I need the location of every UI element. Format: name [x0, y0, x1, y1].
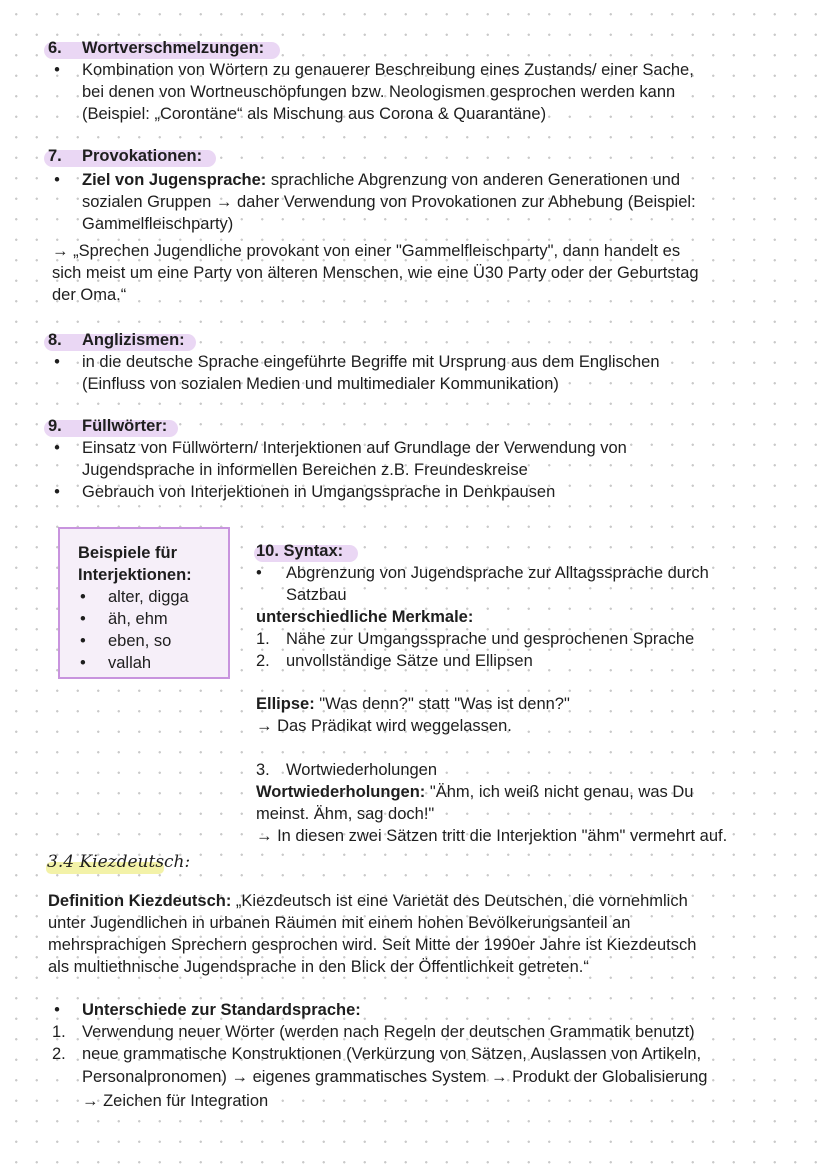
section-title: Füllwörter:	[82, 417, 168, 435]
list-number: 1.	[256, 630, 270, 648]
list-item: unvollständige Sätze und Ellipsen	[286, 652, 533, 670]
text-line	[82, 170, 680, 192]
text-line: sozialen Gruppen → daher Verwendung von Provokationen zur Abhebung (Beispiel:	[82, 193, 696, 211]
quote-line: → „Sprechen Jugendliche provokant von einer "Gammelfleischparty", dann handelt es	[52, 242, 681, 260]
list-number: 2.	[256, 652, 270, 670]
box-item: alter, digga	[108, 588, 189, 606]
definition-line: unter Jugendlichen in urbanen Räumen mit einem hohen Bevölkerungsanteil an	[48, 914, 631, 932]
box-item: eben, so	[108, 632, 172, 650]
list-item: Nähe zur Umgangssprache und gesprochenen Sprache	[286, 630, 695, 648]
section-number: 7.	[48, 147, 62, 165]
box-item: äh, ehm	[108, 610, 168, 628]
text-line: Satzbau	[286, 586, 347, 604]
text-line: (Beispiel: „Corontäne“ als Mischung aus Corona & Quarantäne)	[82, 105, 547, 123]
text-line: Jugendsprache in informellen Bereichen z.B. Freundeskreise	[82, 461, 528, 479]
bullet: •	[80, 610, 86, 628]
quote-line: sich meist um eine Party von älteren Menschen, wie eine Ü30 Party oder der Geburtstag	[52, 264, 699, 282]
box-item: vallah	[108, 654, 152, 672]
bullet: •	[54, 1001, 60, 1019]
text-line: Gammelfleischparty)	[82, 215, 234, 233]
kiezdeutsch-heading: 3.4 Kiezdeutsch:	[47, 852, 191, 872]
list-item: Verwendung neuer Wörter (werden nach Regeln der deutschen Grammatik benutzt)	[82, 1023, 695, 1041]
bullet: •	[54, 171, 60, 189]
text-line: Gebrauch von Interjektionen in Umgangssprache in Denkpausen	[82, 483, 556, 501]
text-run: sprachliche Abgrenzung von anderen Generationen und	[266, 171, 681, 189]
text-line: bei denen von Wortneuschöpfungen bzw. Neologismen gesprochen werden kann	[82, 83, 676, 101]
ellipse-note: → Das Prädikat wird weggelassen.	[256, 717, 512, 735]
quote-line: der Oma.“	[52, 286, 127, 304]
definition-line: mehrsprachigen Sprechern gesprochen wird. Seit Mitte der 1990er Jahre ist Kiezdeutsch	[48, 936, 697, 954]
section-number: 9.	[48, 417, 62, 435]
section-number: 6.	[48, 39, 62, 57]
repetition-label: Wortwiederholungen:	[256, 783, 426, 801]
definition-label: Definition Kiezdeutsch:	[48, 892, 232, 910]
definition-line	[48, 891, 688, 913]
ellipse-line	[256, 694, 570, 716]
definition-text: „Kiezdeutsch ist eine Varietät des Deutschen, die vornehmlich	[231, 892, 688, 910]
repetition-line	[256, 782, 693, 804]
text-line: in die deutsche Sprache eingeführte Begriffe mit Ursprung aus dem Englischen	[82, 353, 660, 371]
repetition-note: → In diesen zwei Sätzen tritt die Interjektion "ähm" vermehrt auf.	[256, 827, 728, 845]
text-line: Einsatz von Füllwörtern/ Interjektionen auf Grundlage der Verwendung von	[82, 439, 627, 457]
ellipse-label: Ellipse:	[256, 695, 315, 713]
features-label: unterschiedliche Merkmale:	[256, 608, 474, 626]
text-line: (Einfluss von sozialen Medien und multimedialer Kommunikation)	[82, 375, 559, 393]
definition-line: als multiethnische Jugendsprache in den Blick der Öffentlichkeit getreten.“	[48, 958, 589, 976]
list-number: 2.	[52, 1045, 66, 1063]
bullet: •	[80, 588, 86, 606]
repetition-text: "Ähm, ich weiß nicht genau, was Du	[425, 783, 694, 801]
repetition-text: meinst. Ähm, sag doch!"	[256, 805, 435, 823]
bullet: •	[54, 439, 60, 457]
section-title: Provokationen:	[82, 147, 203, 165]
box-title: Beispiele für	[78, 544, 178, 562]
list-item: Wortwiederholungen	[286, 761, 438, 779]
list-number: 3.	[256, 761, 270, 779]
syntax-heading: 10. Syntax:	[256, 542, 344, 560]
bullet: •	[256, 564, 262, 582]
list-item: Personalpronomen) → eigenes grammatisches System → Produkt der Globalisierung	[82, 1068, 708, 1086]
differences-label: Unterschiede zur Standardsprache:	[82, 1001, 361, 1019]
list-number: 1.	[52, 1023, 66, 1041]
text-line: Kombination von Wörtern zu genauerer Beschreibung eines Zustands/ einer Sache,	[82, 61, 694, 79]
list-item: → Zeichen für Integration	[82, 1092, 269, 1110]
bullet: •	[54, 483, 60, 501]
bullet: •	[54, 353, 60, 371]
bullet: •	[54, 61, 60, 79]
box-title: Interjektionen:	[78, 566, 192, 584]
section-title: Anglizismen:	[82, 331, 185, 349]
bullet: •	[80, 632, 86, 650]
section-title: Wortverschmelzungen:	[82, 39, 265, 57]
section-number: 8.	[48, 331, 62, 349]
text-line: Abgrenzung von Jugendsprache zur Alltagssprache durch	[286, 564, 709, 582]
bold-lead: Ziel von Jugensprache:	[82, 171, 267, 189]
ellipse-text: "Was denn?" statt "Was ist denn?"	[314, 695, 570, 713]
list-item: neue grammatische Konstruktionen (Verkürzung von Sätzen, Auslassen von Artikeln,	[82, 1045, 702, 1063]
bullet: •	[80, 654, 86, 672]
